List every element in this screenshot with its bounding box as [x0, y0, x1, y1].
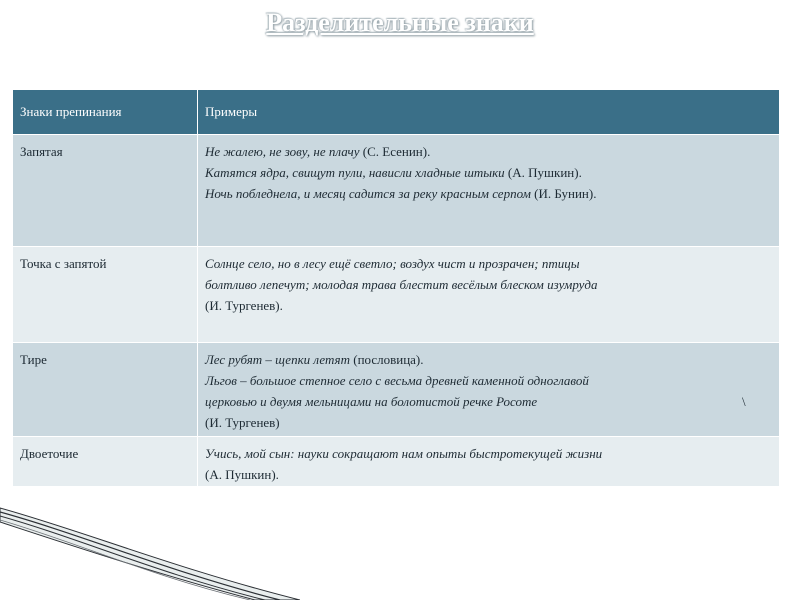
- example-line: [205, 464, 772, 485]
- example-quote: Ночь побледнела, и месяц садится за реку красным серпом: [205, 186, 531, 201]
- example-line: [205, 162, 772, 183]
- decorative-swoosh: [0, 500, 300, 600]
- example-source: (И. Бунин).: [530, 186, 597, 201]
- examples-cell: [198, 343, 780, 437]
- example-source: (С. Есенин).: [359, 144, 431, 159]
- example-quote: Катятся ядра, свищут пули, нависли хладные штыки: [205, 165, 505, 180]
- example-line: [205, 370, 772, 391]
- example-line: [205, 295, 772, 316]
- example-quote: Льгов – большое степное село с весьма древней каменной одноглавой: [205, 373, 589, 388]
- examples-cell: [198, 247, 780, 343]
- example-source: (И. Тургенев): [205, 415, 280, 430]
- slide-title: Разделительные знаки: [266, 8, 534, 37]
- example-line: [205, 183, 772, 204]
- example-line: [205, 412, 772, 433]
- example-line: [205, 443, 772, 464]
- punctuation-table: [12, 89, 780, 487]
- example-line: [205, 391, 772, 412]
- table-row: [13, 437, 780, 487]
- mark-name: Двоеточие: [13, 437, 198, 487]
- example-quote: болтливо лепечут; молодая трава блестит весёлым блеском изумруда: [205, 277, 598, 292]
- table-row: [13, 343, 780, 437]
- header-punctuation-marks: Знаки препинания: [13, 90, 198, 135]
- example-quote: Солнце село, но в лесу ещё светло; воздух чист и прозрачен; птицы: [205, 256, 580, 271]
- table-header-row: [13, 90, 780, 135]
- mark-name: Точка с запятой: [13, 247, 198, 343]
- example-line: [205, 349, 772, 370]
- example-line: [205, 274, 772, 295]
- example-quote: Не жалею, не зову, не плачу: [205, 144, 360, 159]
- example-line: [205, 253, 772, 274]
- example-quote: Учись, мой сын: науки сокращают нам опыты быстротекущей жизни: [205, 446, 603, 461]
- example-quote: Лес рубят – щепки летят: [205, 352, 350, 367]
- example-source: (А. Пушкин).: [504, 165, 582, 180]
- stray-backslash: \: [742, 394, 746, 409]
- mark-name: Тире: [13, 343, 198, 437]
- header-examples: Примеры: [198, 90, 780, 135]
- example-source: (пословица).: [349, 352, 424, 367]
- example-quote: церковью и двумя мельницами на болотистой речке Росоте: [205, 394, 538, 409]
- example-line: [205, 141, 772, 162]
- examples-cell: [198, 437, 780, 487]
- mark-name: Запятая: [13, 135, 198, 247]
- table-row: [13, 135, 780, 247]
- table-row: [13, 247, 780, 343]
- examples-cell: [198, 135, 780, 247]
- example-source: (А. Пушкин).: [205, 467, 279, 482]
- example-source: (И. Тургенев).: [205, 298, 283, 313]
